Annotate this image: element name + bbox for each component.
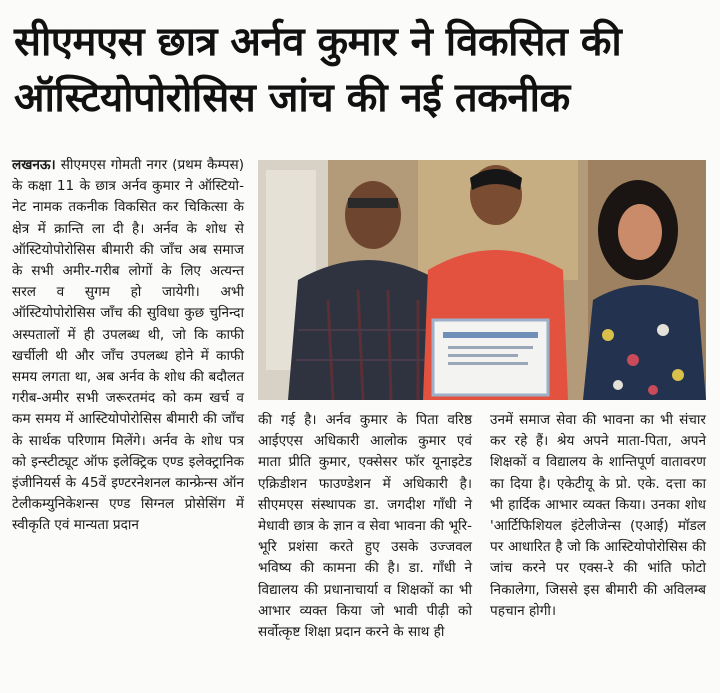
photo-illustration: [258, 160, 706, 400]
article-column-1: [12, 155, 244, 537]
news-photo: [258, 160, 706, 400]
column-2-text: की गई है। अर्नव कुमार के पिता वरिष्ठ आईएएस अधिकारी आलोक कुमार एवं माता प्रीति कुमार, एक्सेसर फॉर यूनाइटेड एक्रिडीशन फाउण्डेशन में अधिकारी है। सीएमएस संस्थापक डा. जगदीश गाँधी ने मेधावी छात्र के ज्ञान व सेवा भावना की भूरि-भूरि प्रशंसा करते हुए उसके उज्जवल भविष्य की कामना की है। डा. गाँधी ने विद्यालय की प्रधानाचार्या व शिक्षकों का भी आभार व्यक्त किया जो भावी पीढ़ी को सर्वोत्कृष्ट शिक्षा प्रदान करने के साथ ही: [258, 412, 472, 641]
article-column-3: [490, 410, 706, 622]
dateline: लखनऊ।: [12, 157, 56, 173]
article-column-2: [258, 410, 472, 643]
column-1-text: सीएमएस गोमती नगर (प्रथम कैम्पस) के कक्षा 11 के छात्र अर्नव कुमार ने ऑस्टियो-नेट नामक तकनीक विकसित कर चिकित्सा के क्षेत्र में क्रान्ति ला दी है। अर्नव के शोध से ऑस्टियोपोरोसिस बीमारी की जाँच अब समाज के सभी अमीर-गरीब लोगों के लिए अत्यन्त सरल व सुगम हो जायेगी। अभी ऑस्टियोपोरोसिस जाँच की सुविधा कुछ चुनिन्दा अस्पतालों में ही उपलब्ध थी, जो कि काफी खर्चीली थी और जाँच उपलब्ध होने में काफी समय लगता था, अब अर्नव के शोध की बदौलत गरीब-अमीर सभी जरूरतमंद को कम खर्च व कम समय में आस्टियोपोरोसिस बीमारी की जाँच के सार्थक परिणाम मिलेंगे। अर्नव के शोध पत्र को इन्स्टीट्यूट ऑफ इलेक्ट्रिक एण्ड इलेक्ट्रानिक इंजीनियर्स के 45वें इण्टरनेशनल कान्फ्रेन्स ऑन टेलीकम्युनिकेशन्स एण्ड सिग्नल प्रोसेसिंग में स्वीकृति एवं मान्यता प्रदान: [12, 157, 244, 534]
person-right-face: [618, 204, 662, 260]
person-left-head: [345, 181, 401, 249]
headline-line-2: ऑस्टियोपोरोसिस जांच की नई तकनीक: [14, 75, 570, 121]
person-right-dress: [583, 285, 706, 400]
certificate: [433, 320, 548, 395]
headline-line-1: सीएमएस छात्र अर्नव कुमार ने विकसित की: [14, 19, 622, 65]
headline: [14, 14, 714, 126]
column-3-text: उनमें समाज सेवा की भावना का भी संचार कर रहे हैं। श्रेय अपने माता-पिता, अपने शिक्षकों व विद्यालय के शान्तिपूर्ण वातावरण का दिया है। एकेटीयू के प्रो. एके. दत्ता का भी हार्दिक आभार व्यक्त किया। उनका शोध 'आर्टिफिशियल इंटेलीजेन्स (एआई) मॉडल पर आधारित है जो कि आस्टियोपोरोसिस की जांच करने पर एक्स-रे की भांति फोटो निकालेगा, जिससे इस बीमारी की अविलम्ब पहचान होगी।: [490, 412, 706, 619]
